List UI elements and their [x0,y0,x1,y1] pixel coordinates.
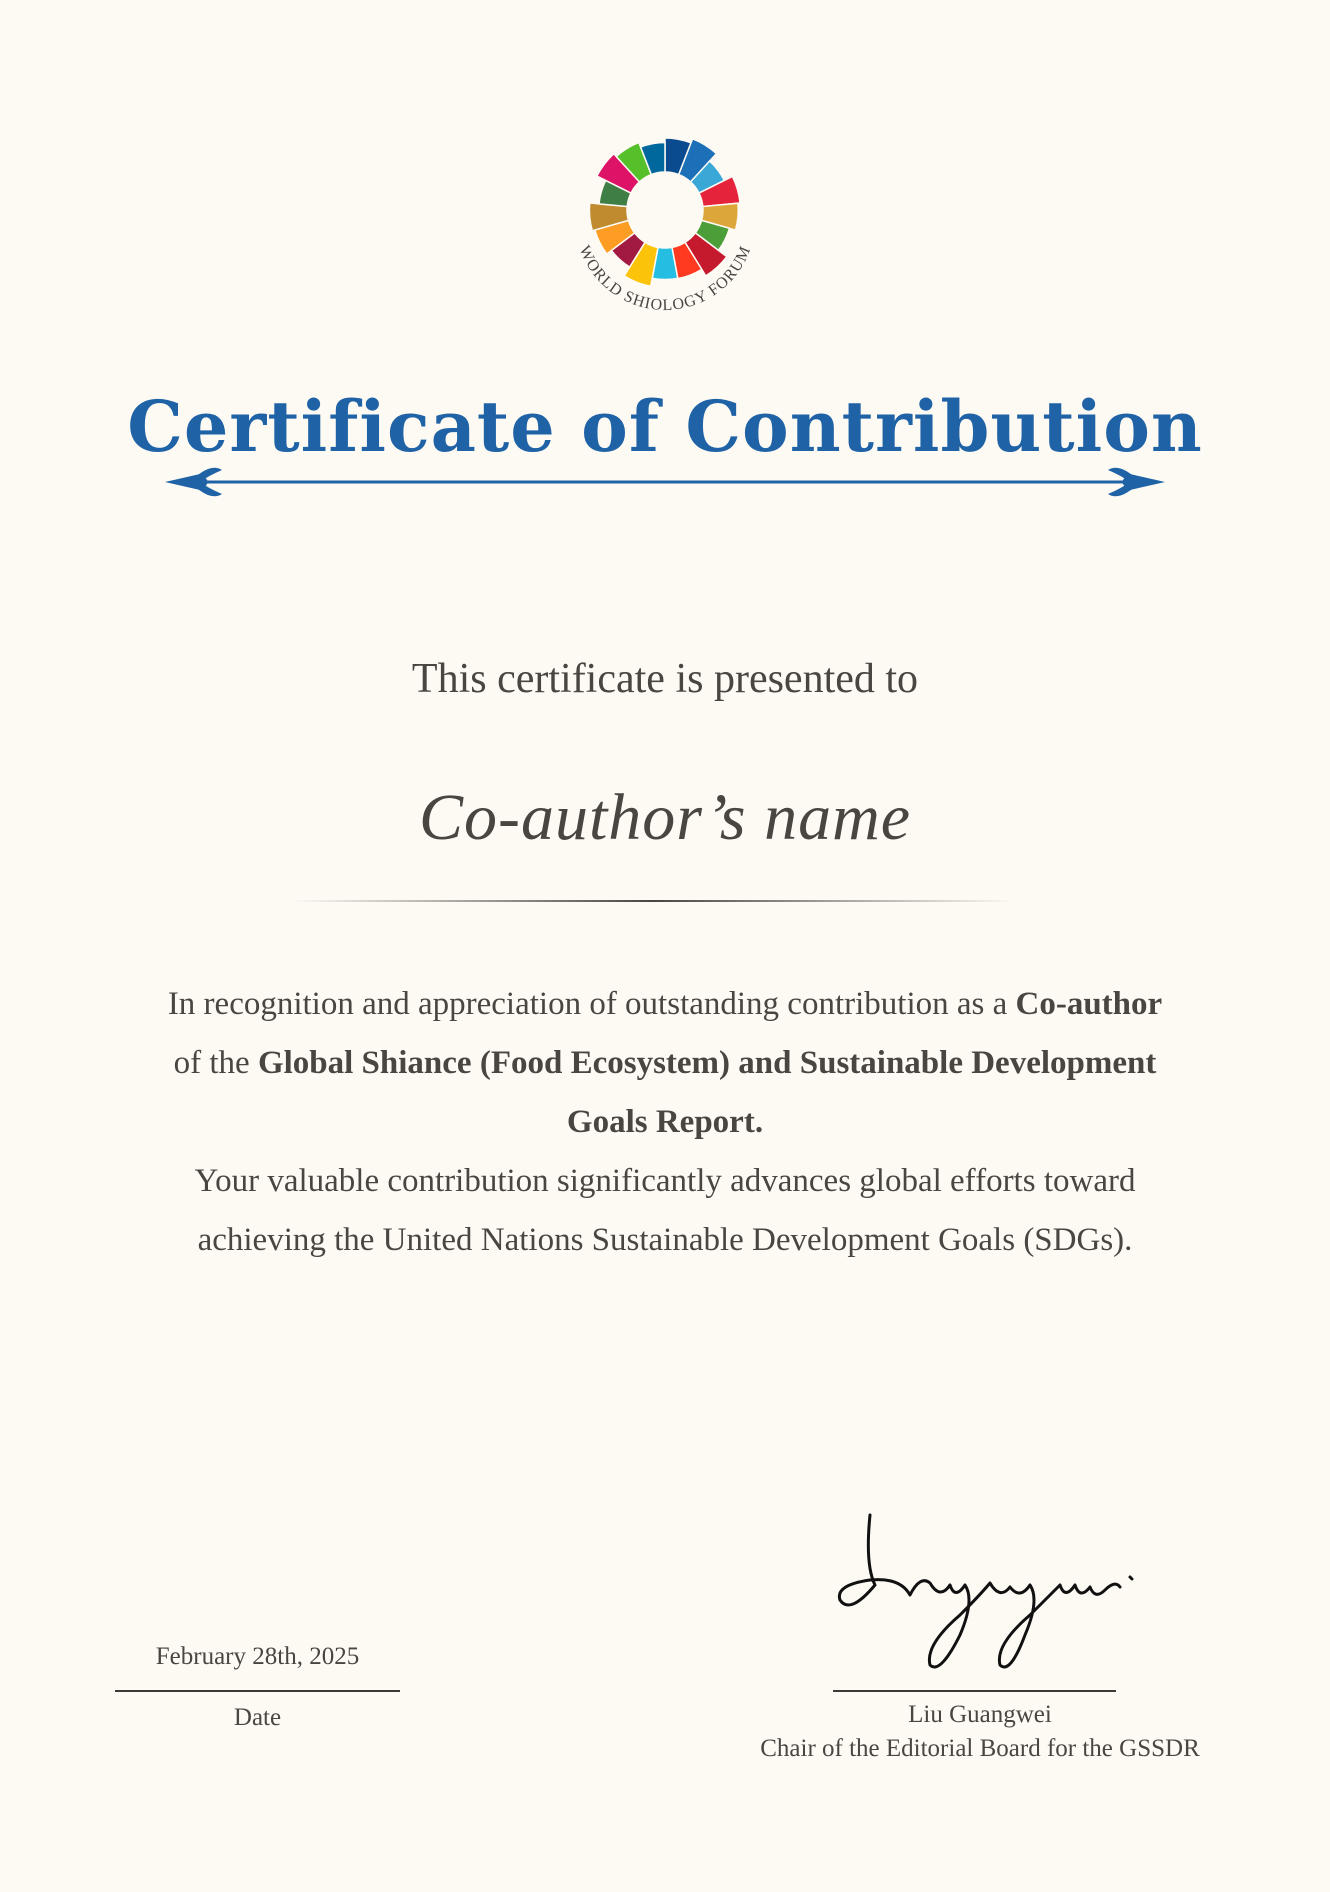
body-text-3: Your valuable contribution significantly advances global efforts toward achieving the United Nations Sustainable Development Goals (SDGs). [194,1163,1136,1258]
handwritten-signature [830,1505,1140,1680]
logo-ring [589,138,740,286]
date-label: Date [233,1704,282,1731]
body-text-1: In recognition and appreciation of outstanding contribution as a [167,986,1016,1022]
signer-role: Chair of the Editorial Board for the GSSDR [760,1735,1200,1762]
signer-name: Liu Guangwei [908,1701,1052,1728]
recipient-name: Co-author’s name [418,781,912,854]
name-underline [290,897,1015,905]
logo-text: WORLD SHIOLOGY FORUM [575,243,755,315]
report-title: Global Shiance (Food Ecosystem) and Sustainable Development Goals Report. [257,1045,1157,1140]
signature-line [833,1690,1116,1692]
recognition-text [160,975,1170,1270]
role-text: Co-author [1015,986,1163,1022]
presented-to-text: This certificate is presented to [411,656,919,702]
title-ornamental-rule [160,462,1170,502]
date-value: February 28th, 2025 [155,1643,360,1670]
certificate-title: Certificate of Contribution [127,385,1203,468]
body-text-2: of the [173,1045,258,1081]
world-shiology-forum-logo [560,125,770,335]
date-line [115,1690,400,1692]
